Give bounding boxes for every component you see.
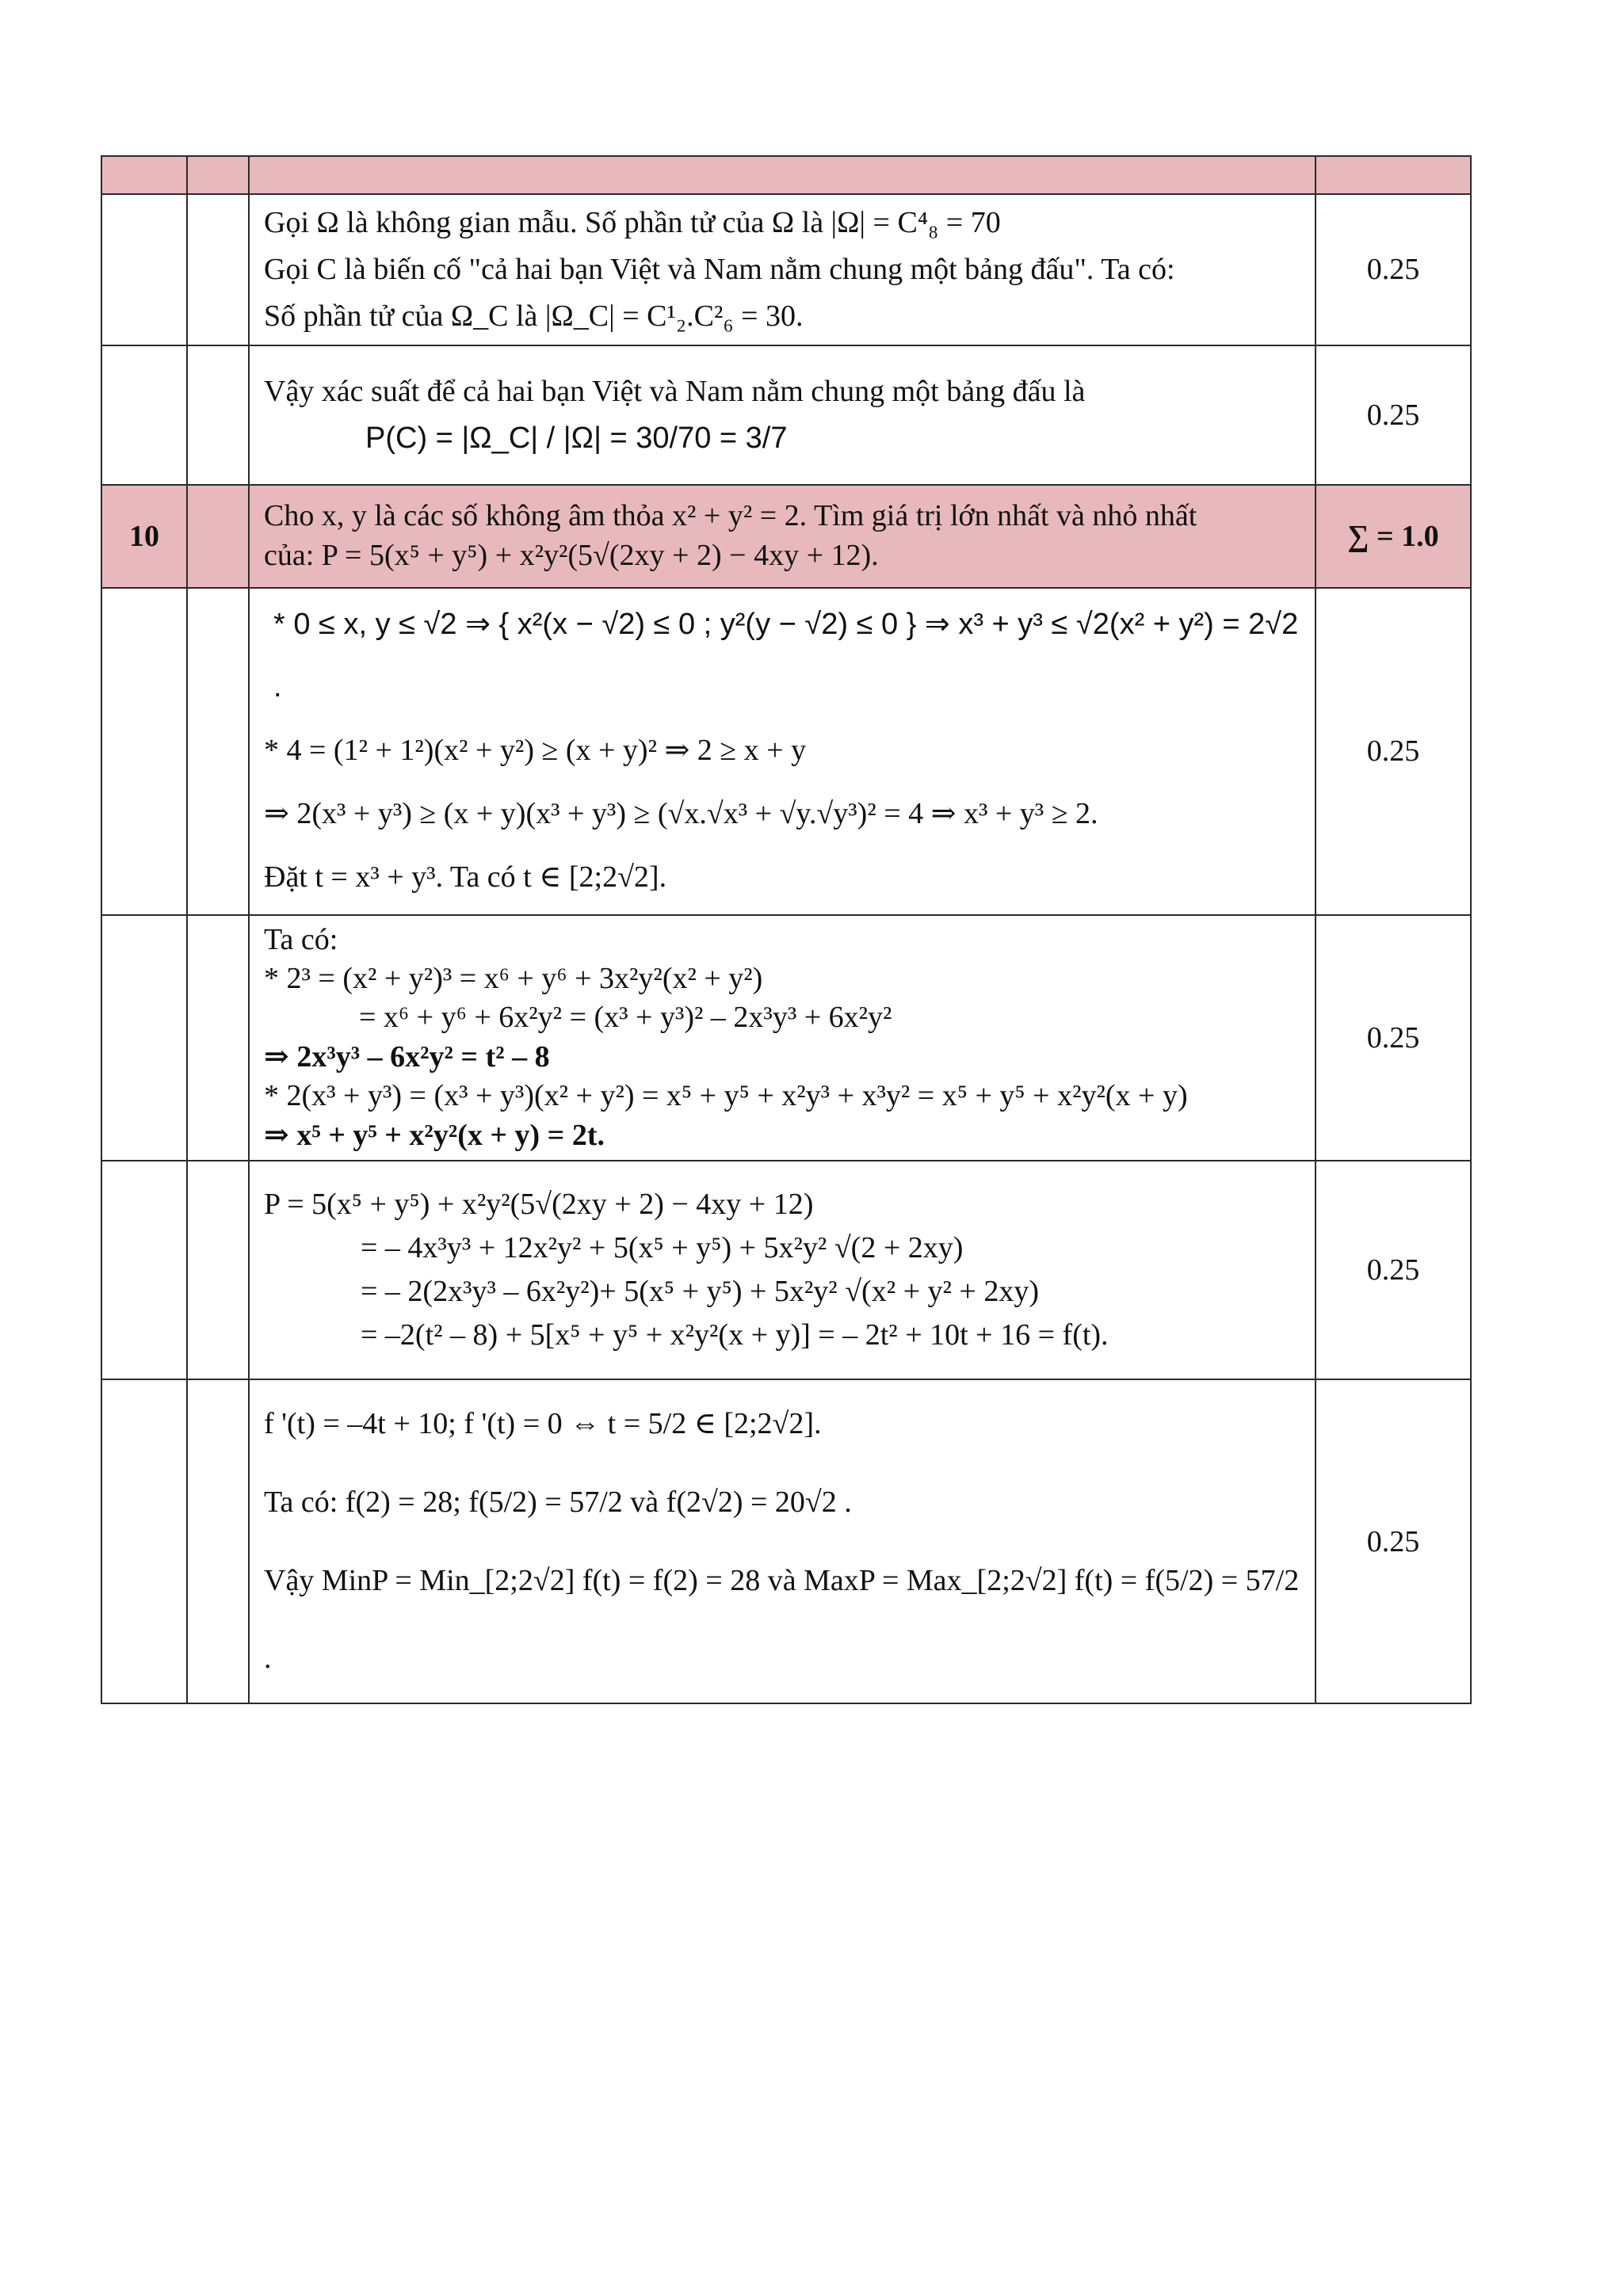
problem-row xyxy=(101,485,1471,588)
content-line: P = 5(x⁵ + y⁵) + x²y²(5√(2xy + 2) − 4xy + 12) xyxy=(264,1187,814,1221)
table-row xyxy=(101,1379,1471,1703)
content-line: Vậy xác suất để cả hai bạn Việt và Nam nằm chung một bảng đấu là xyxy=(264,374,1086,408)
content-line: Gọi C là biến cố "cả hai bạn Việt và Nam nằm chung một bảng đấu". Ta có: xyxy=(264,252,1175,286)
problem-statement xyxy=(250,492,1315,580)
score-cell: 0.25 xyxy=(1316,1379,1471,1703)
row-content xyxy=(250,589,1315,914)
content-line: * 2³ = (x² + y²)³ = x⁶ + y⁶ + 3x²y²(x² + y²) xyxy=(264,962,763,996)
table-row xyxy=(101,915,1471,1161)
content-line: Số phần tử của Ω_C là |Ω_C| = C¹₂.C²₆ = 30. xyxy=(264,299,804,333)
score-cell: 0.25 xyxy=(1316,194,1471,345)
content-line: = x⁶ + y⁶ + 6x²y² = (x³ + y³)² – 2x³y³ + 6x²y² xyxy=(359,1001,892,1035)
content-line: Ta có: xyxy=(264,922,338,956)
problem-number: 10 xyxy=(101,485,187,588)
content-line: = – 4x³y³ + 12x²y² + 5(x⁵ + y⁵) + 5x²y² √(2 + 2xy) xyxy=(361,1230,964,1264)
content-line: = – 2(2x³y³ – 6x²y²)+ 5(x⁵ + y⁵) + 5x²y² √(x² + y² + 2xy) xyxy=(361,1275,1040,1308)
content-line: ⇒ x⁵ + y⁵ + x²y²(x + y) = 2t. xyxy=(264,1118,605,1152)
content-line: ⇒ 2(x³ + y³) ≥ (x + y)(x³ + y³) ≥ (√x.√x³ + √y.√y³)² = 4 ⇒ x³ + y³ ≥ 2. xyxy=(264,797,1098,831)
score-cell: 0.25 xyxy=(1316,1161,1471,1379)
score-cell: 0.25 xyxy=(1316,588,1471,915)
content-line: * 4 = (1² + 1²)(x² + y²) ≥ (x + y)² ⇒ 2 ≥ x + y xyxy=(264,734,807,768)
content-line: Vậy MinP = Min_[2;2√2] f(t) = f(2) = 28 và MaxP = Max_[2;2√2] f(t) = f(5/2) = 57/2 . xyxy=(264,1563,1300,1676)
content-line: của: P = 5(x⁵ + y⁵) + x²y²(5√(2xy + 2) − 4xy + 12). xyxy=(264,538,879,572)
table-row xyxy=(101,1161,1471,1379)
score-cell: 0.25 xyxy=(1316,345,1471,485)
score-cell: 0.25 xyxy=(1316,915,1471,1161)
content-line: Cho x, y là các số không âm thỏa x² + y² = 2. Tìm giá trị lớn nhất và nhỏ nhất xyxy=(264,499,1197,533)
content-line: f '(t) = –4t + 10; f '(t) = 0 ⇔ t = 5/2 ∈ [2;2√2]. xyxy=(264,1407,822,1440)
answer-table xyxy=(101,155,1472,1704)
table-row xyxy=(101,588,1471,915)
table-row xyxy=(101,345,1471,485)
content-line: * 2(x³ + y³) = (x³ + y³)(x² + y²) = x⁵ + y⁵ + x²y³ + x³y² = x⁵ + y⁵ + x²y²(x + y) xyxy=(264,1079,1188,1113)
table-row xyxy=(101,194,1471,345)
row-content xyxy=(250,364,1315,467)
content-line: * 0 ≤ x, y ≤ √2 ⇒ { x²(x − √2) ≤ 0 ; y²(y − √2) ≤ 0 } ⇒ x³ + y³ ≤ √2(x² + y²) = 2√2 . xyxy=(273,607,1299,704)
total-score: ∑ = 1.0 xyxy=(1316,485,1471,588)
row-content xyxy=(250,916,1315,1160)
content-line: Ta có: f(2) = 28; f(5/2) = 57/2 và f(2√2) = 20√2 . xyxy=(264,1485,852,1519)
content-line: Gọi Ω là không gian mẫu. Số phần tử của Ω là |Ω| = C⁴₈ = 70 xyxy=(264,206,1001,239)
formula-line: P(C) = |Ω_C| / |Ω| = 30/70 = 3/7 xyxy=(365,421,788,455)
content-line: Đặt t = x³ + y³. Ta có t ∈ [2;2√2]. xyxy=(264,860,667,894)
content-line: = –2(t² – 8) + 5[x⁵ + y⁵ + x²y²(x + y)] = – 2t² + 10t + 16 = f(t). xyxy=(361,1318,1109,1352)
row-content xyxy=(250,1380,1315,1703)
row-content xyxy=(250,195,1315,345)
row-content xyxy=(250,1178,1315,1362)
header-row xyxy=(101,156,1471,194)
content-line: ⇒ 2x³y³ – 6x²y² = t² – 8 xyxy=(264,1039,550,1074)
